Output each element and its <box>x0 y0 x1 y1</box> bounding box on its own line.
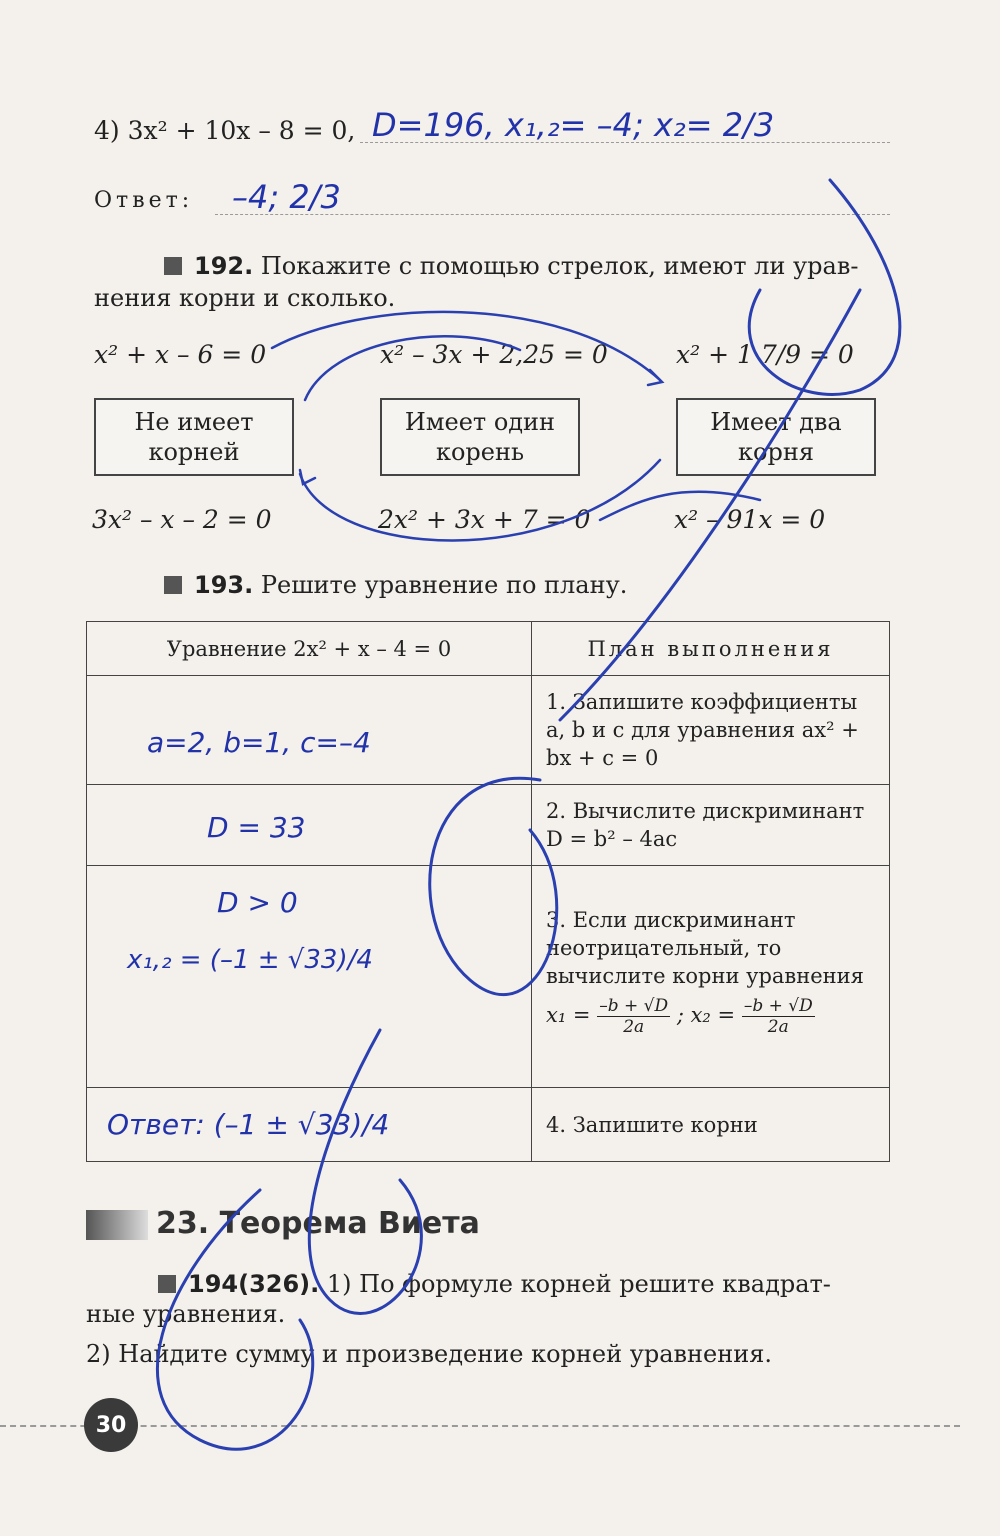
scribble-path <box>560 290 860 720</box>
handwritten-coefficients: a=2, b=1, c=–4 <box>147 726 371 759</box>
section-title: 23. Теорема Виета <box>156 1206 480 1241</box>
exercise-text: Покажите с помощью стрелок, имеют ли урав- <box>260 252 859 280</box>
page-number: 30 <box>84 1398 138 1452</box>
exercise-text-part2: 2) Найдите сумму и произведение корней уравнения. <box>86 1340 772 1368</box>
equation-bottom-2: 2x² + 3x + 7 = 0 <box>378 505 591 534</box>
equation-bottom-3: x² – 91x = 0 <box>674 505 826 534</box>
equation-top-2: x² – 3x + 2,25 = 0 <box>380 340 608 369</box>
box-no-roots: Не имеет корней <box>94 398 294 476</box>
root-formula: x₁ = $\frac{-b + √D}{2a}$ ; x₂ = $\frac{-b + √D}{2a}$ <box>546 996 813 1037</box>
handwritten-discriminant: D = 33 <box>207 811 306 844</box>
table-header-left: Уравнение 2x² + x – 4 = 0 <box>87 622 532 676</box>
exercise-text-cont: ные уравнения. <box>86 1300 286 1328</box>
exercise-text-cont: нения корни и сколько. <box>94 284 396 312</box>
exercise-number: 194(326). <box>188 1270 320 1298</box>
equation-bottom-1: 3x² – x – 2 = 0 <box>92 505 272 534</box>
step-text: 4. Запишите корни <box>546 1112 758 1137</box>
step-text: 1. Запишите коэффициенты a, b и c для уравнения ax² + bx + c = 0 <box>546 690 859 770</box>
step-text: 3. Если дискриминант неотрицательный, то вычислите корни уравнения <box>546 908 864 988</box>
answer-label: Ответ: <box>94 188 194 213</box>
exercise-text: 1) По формуле корней решите квадрат- <box>326 1270 831 1298</box>
handwritten-condition: D > 0 <box>217 886 298 919</box>
scribble-path <box>157 1190 312 1449</box>
scribble-path <box>749 180 900 394</box>
equation-top-3: x² + 1 7/9 = 0 <box>676 340 854 369</box>
exercise-text: Решите уравнение по плану. <box>260 571 628 599</box>
exercise-number: 193. <box>194 571 254 599</box>
box-two-roots: Имеет два корня <box>676 398 876 476</box>
handwritten-answer: –4; 2/3 <box>232 178 341 216</box>
handwritten-solution: D=196, x₁,₂= –4; x₂= 2/3 <box>372 106 775 144</box>
ex191-item4-equation: 4) 3x² + 10x – 8 = 0, <box>94 116 356 145</box>
table-header-right: План выполнения <box>532 622 890 676</box>
handwritten-roots: x₁,₂ = (–1 ± √33)/4 <box>127 945 373 975</box>
scribble-path <box>309 1030 421 1313</box>
scribble-path <box>430 778 557 994</box>
equation-top-1: x² + x – 6 = 0 <box>94 340 267 369</box>
box-one-root: Имеет один корень <box>380 398 580 476</box>
step-text: 2. Вычислите дискриминант D = b² – 4ac <box>546 799 865 851</box>
handwritten-answer: Ответ: (–1 ± √33)/4 <box>107 1108 390 1141</box>
exercise-number: 192. <box>194 252 254 280</box>
